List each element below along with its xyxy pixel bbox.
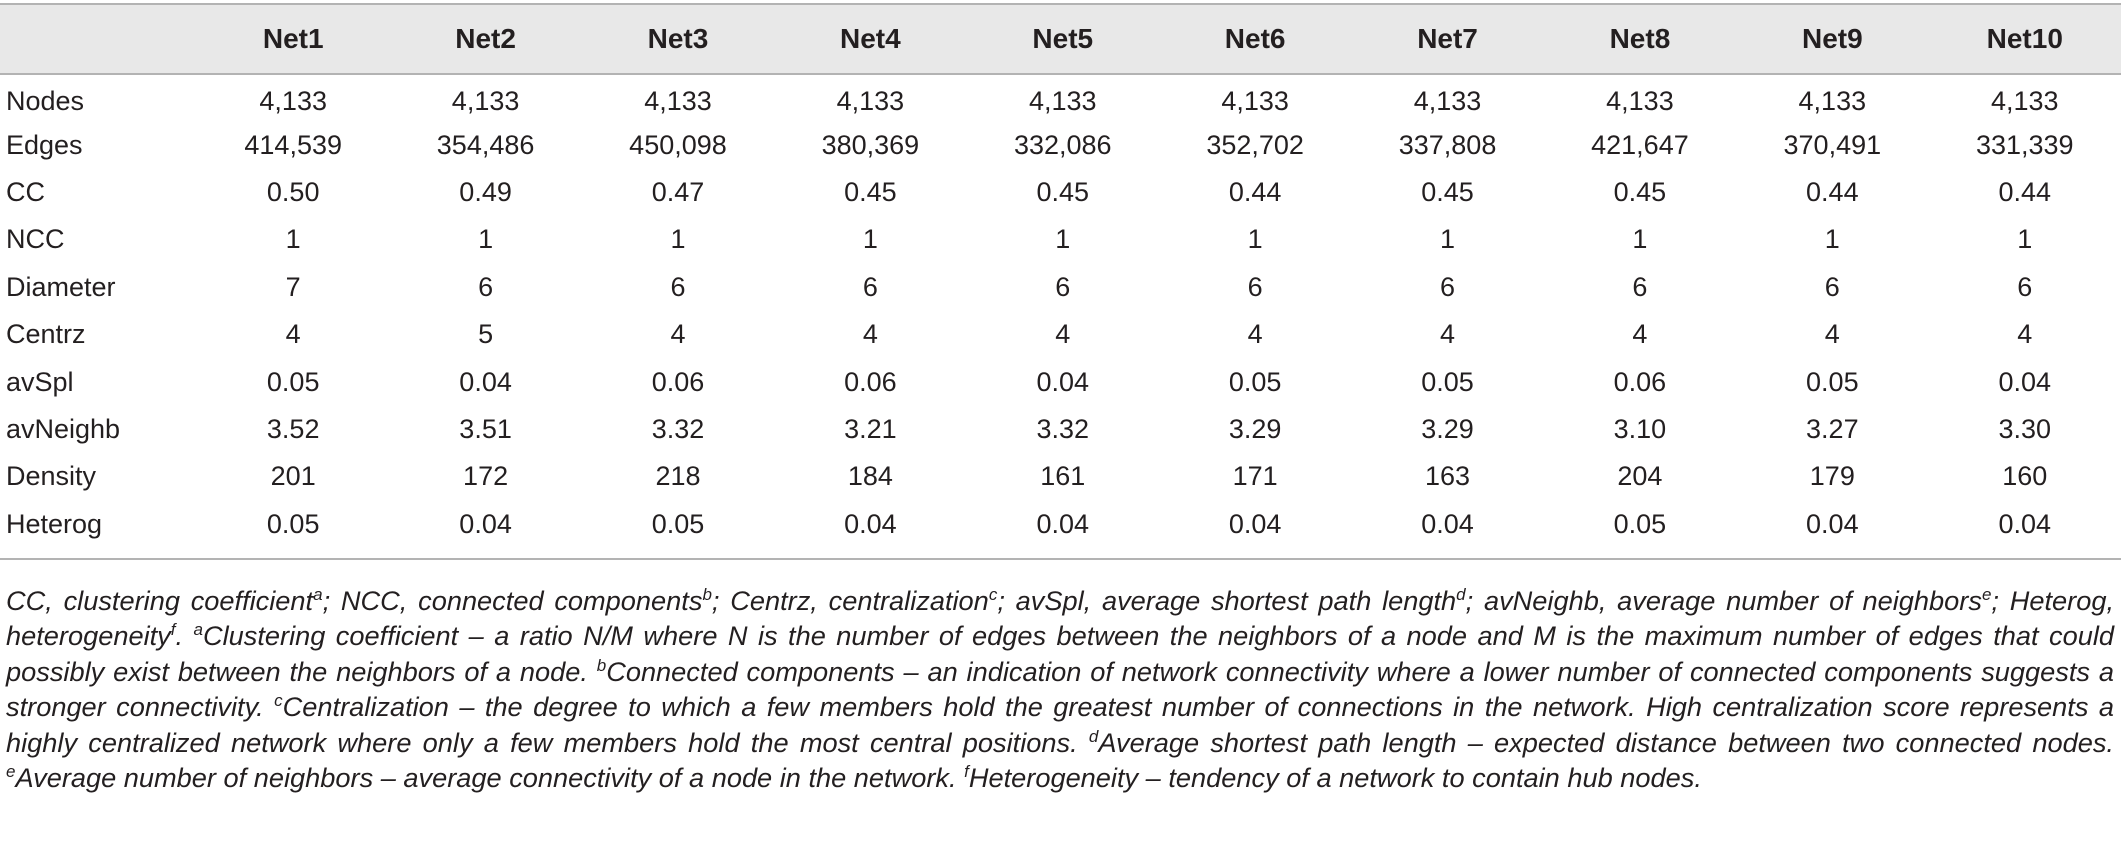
table-cell: 4	[1440, 319, 1456, 350]
table-cell: 4	[670, 319, 686, 350]
footnote-note-d: Average shortest path length – expected distance between two connected nodes.	[1098, 726, 2114, 758]
table-cell: 6	[1632, 271, 1648, 302]
table-cell: 6	[478, 271, 494, 302]
table-cell: 4	[1247, 319, 1263, 350]
footnote-note-f: Heterogeneity – tendency of a network to contain hub nodes.	[968, 762, 1702, 794]
table-cell: 0.05	[1228, 366, 1282, 397]
table-cell: 218	[655, 461, 701, 492]
table-cell: 0.04	[1036, 366, 1090, 397]
column-header-net5: Net5	[967, 4, 1159, 74]
footnote-note-a: Clustering coefficient – a ratio N/M where N is the number of edges between the neighbors of a node and M is the maximum number of edges that could possibly exist between the neighbors of a node.	[6, 620, 2114, 687]
table-cell: 1	[1247, 224, 1263, 255]
table-cell: 4	[1824, 319, 1840, 350]
footnote-sup-c: c	[988, 584, 998, 604]
table-cell: 0.05	[266, 366, 320, 397]
table-cell: 163	[1425, 461, 1471, 492]
table-footnote	[6, 583, 2114, 795]
footnote-note-f-mark: f	[964, 761, 969, 781]
table-cell: 332,086	[1013, 129, 1112, 160]
table-cell: 0.04	[389, 501, 581, 559]
table-cell: 3.51	[459, 413, 512, 444]
footnote-note-d-mark: d	[1088, 726, 1099, 746]
table-cell: 4,133	[644, 86, 712, 117]
table-cell: 3.27	[1806, 413, 1859, 444]
table-cell: 5	[478, 319, 494, 350]
table-cell: 1	[478, 224, 494, 255]
table-cell: 4,133	[1413, 86, 1482, 117]
table-cell: 4	[1055, 319, 1071, 350]
table-cell: 450,098	[629, 129, 727, 160]
footnote-sup-a: a	[313, 584, 323, 604]
table-row	[0, 453, 2121, 500]
footnote-abbrev-centrz: ; Centrz, centralization	[711, 585, 989, 616]
table-cell: 1	[1632, 224, 1648, 255]
table-cell: 4,133	[1798, 86, 1867, 117]
row-label: Density	[6, 461, 97, 492]
footnote-note-a-mark: a	[193, 620, 203, 640]
table-cell: 1	[285, 224, 301, 255]
table-cell: 0.04	[1736, 501, 1928, 559]
table-cell: 6	[1055, 271, 1071, 302]
footnote-sup-d: d	[1456, 584, 1466, 604]
column-header-net10: Net10	[1929, 4, 2121, 74]
table-cell: 414,539	[244, 129, 342, 160]
table-cell: 4,133	[1990, 86, 2059, 117]
table-cell: 0.05	[1544, 501, 1736, 559]
table-cell: 0.45	[1613, 176, 1667, 207]
table-cell: 179	[1809, 461, 1855, 492]
table-row	[0, 358, 2121, 405]
row-label: avSpl	[6, 366, 74, 397]
table-cell: 0.06	[844, 366, 897, 397]
footnote-note-c-mark: c	[274, 691, 283, 711]
network-metrics-table	[0, 3, 2121, 560]
table-cell: 0.49	[459, 176, 512, 207]
column-header-net6: Net6	[1159, 4, 1351, 74]
footnote-abbrev-heterog: ; Heterog, heterogeneity	[6, 585, 2114, 652]
table-cell: 161	[1040, 461, 1086, 492]
table-cell: 0.04	[1351, 501, 1543, 559]
row-label: Centrz	[6, 319, 86, 350]
table-row	[0, 169, 2121, 216]
table-row	[0, 121, 2121, 168]
table-cell: 331,339	[1975, 129, 2074, 160]
table-cell: 6	[670, 271, 686, 302]
table-cell: 3.29	[1421, 413, 1474, 444]
table-cell: 3.21	[844, 413, 897, 444]
table-cell: 0.44	[1998, 176, 2052, 207]
table-cell: 171	[1232, 461, 1278, 492]
footnote-abbrev-ncc: ; NCC, connected components	[322, 585, 703, 616]
table-cell: 0.04	[774, 501, 966, 559]
table-cell: 204	[1617, 461, 1663, 492]
table-cell: 1	[670, 224, 686, 255]
table-cell: 7	[285, 271, 301, 302]
table-cell: 6	[862, 271, 878, 302]
table-cell: 4	[285, 319, 301, 350]
table-cell: 0.04	[459, 366, 512, 397]
column-header-net8: Net8	[1544, 4, 1736, 74]
table-cell: 3.10	[1613, 413, 1667, 444]
table-cell: 370,491	[1783, 129, 1882, 160]
column-header-net3: Net3	[582, 4, 774, 74]
table-cell: 1	[1824, 224, 1840, 255]
table-cell: 0.44	[1806, 176, 1859, 207]
table-cell: 0.45	[1421, 176, 1474, 207]
footnote-abbrev-cc: CC, clustering coefficient	[6, 585, 314, 616]
header-row	[0, 4, 2121, 74]
row-label: Heterog	[0, 501, 197, 559]
table-cell: 4,133	[1028, 86, 1097, 117]
table-cell: 6	[1440, 271, 1456, 302]
table-cell: 0.45	[844, 176, 897, 207]
row-label: Edges	[6, 129, 83, 160]
table-cell: 1	[1055, 224, 1071, 255]
table-cell: 4	[1632, 319, 1648, 350]
row-label: avNeighb	[6, 413, 121, 444]
table-cell: 1	[862, 224, 878, 255]
table-cell: 0.06	[1613, 366, 1667, 397]
column-header-net4: Net4	[774, 4, 966, 74]
table-cell: 1	[2017, 224, 2033, 255]
footnote-sup-f: f	[170, 620, 176, 640]
footnote-note-b: Connected components – an indication of network connectivity where a lower number of connected components suggests a stronger connectivity.	[6, 655, 2114, 723]
table-cell: 0.50	[266, 176, 320, 207]
table-cell: 4,133	[259, 86, 327, 117]
table-cell: 4,133	[1221, 86, 1289, 117]
footnote-note-e: Average number of neighbors – average connectivity of a node in the network.	[15, 762, 965, 794]
table-cell: 0.44	[1228, 176, 1282, 207]
table-row	[0, 74, 2121, 121]
footnote-note-b-mark: b	[596, 655, 607, 675]
table-row	[0, 501, 2121, 559]
table-cell: 3.32	[1036, 413, 1090, 444]
header-corner	[0, 4, 197, 74]
table-row	[0, 264, 2121, 311]
table-cell: 0.45	[1036, 176, 1090, 207]
table-cell: 0.05	[1806, 366, 1859, 397]
table-cell: 0.04	[1159, 501, 1351, 559]
table-cell: 4	[862, 319, 878, 350]
table-cell: 4,133	[836, 86, 905, 117]
footnote-abbrev-avneighb: ; avNeighb, average number of neighbors	[1465, 585, 1982, 616]
table-cell: 6	[1824, 271, 1840, 302]
footnote-sup-e: e	[1981, 584, 1992, 604]
table-cell: 6	[1247, 271, 1263, 302]
table-cell: 0.06	[651, 366, 705, 397]
table-row	[0, 311, 2121, 358]
table-cell: 0.05	[197, 501, 389, 559]
table-cell: 4,133	[451, 86, 520, 117]
table-cell: 0.04	[1998, 366, 2052, 397]
table-header	[0, 4, 2121, 74]
footnote-note-e-mark: e	[6, 761, 16, 781]
table-cell: 0.05	[1421, 366, 1474, 397]
table-body	[0, 74, 2121, 559]
table-cell: 160	[2002, 461, 2048, 492]
table-cell: 380,369	[821, 129, 920, 160]
table-cell: 3.30	[1998, 413, 2052, 444]
table-cell: 3.52	[266, 413, 320, 444]
table-cell: 6	[2017, 271, 2033, 302]
table-cell: 421,647	[1591, 129, 1689, 160]
row-label: NCC	[6, 224, 65, 255]
table-cell: 352,702	[1206, 129, 1304, 160]
table-cell: 201	[270, 461, 316, 492]
column-header-net1: Net1	[197, 4, 389, 74]
footnote-abbrev-avspl: ; avSpl, average shortest path length	[997, 585, 1457, 616]
table-cell: 3.32	[651, 413, 705, 444]
footnote-note-c: Centralization – the degree to which a few members hold the greatest number of connections in the network. High centralization score represents a highly centralized network where only a few members hold the most central positions.	[6, 691, 2114, 758]
table-cell: 4	[2017, 319, 2033, 350]
table-row	[0, 216, 2121, 263]
column-header-net9: Net9	[1736, 4, 1928, 74]
column-header-net2: Net2	[389, 4, 581, 74]
row-label: Diameter	[6, 271, 116, 302]
footnote-abbrev-end: .	[175, 620, 194, 652]
footnote-sup-b: b	[702, 584, 712, 604]
table-row	[0, 406, 2121, 453]
table-cell: 1	[1440, 224, 1456, 255]
table-cell: 0.04	[967, 501, 1159, 559]
table-cell: 354,486	[436, 129, 535, 160]
column-header-net7: Net7	[1351, 4, 1543, 74]
row-label: Nodes	[6, 86, 85, 117]
table-cell: 0.47	[651, 176, 705, 207]
table-cell: 0.04	[1929, 501, 2121, 559]
table-cell: 172	[463, 461, 509, 492]
row-label: CC	[6, 176, 45, 207]
table-cell: 337,808	[1398, 129, 1497, 160]
table-cell: 3.29	[1228, 413, 1282, 444]
table-cell: 4,133	[1606, 86, 1674, 117]
table-cell: 184	[847, 461, 893, 492]
table-cell: 0.05	[582, 501, 774, 559]
